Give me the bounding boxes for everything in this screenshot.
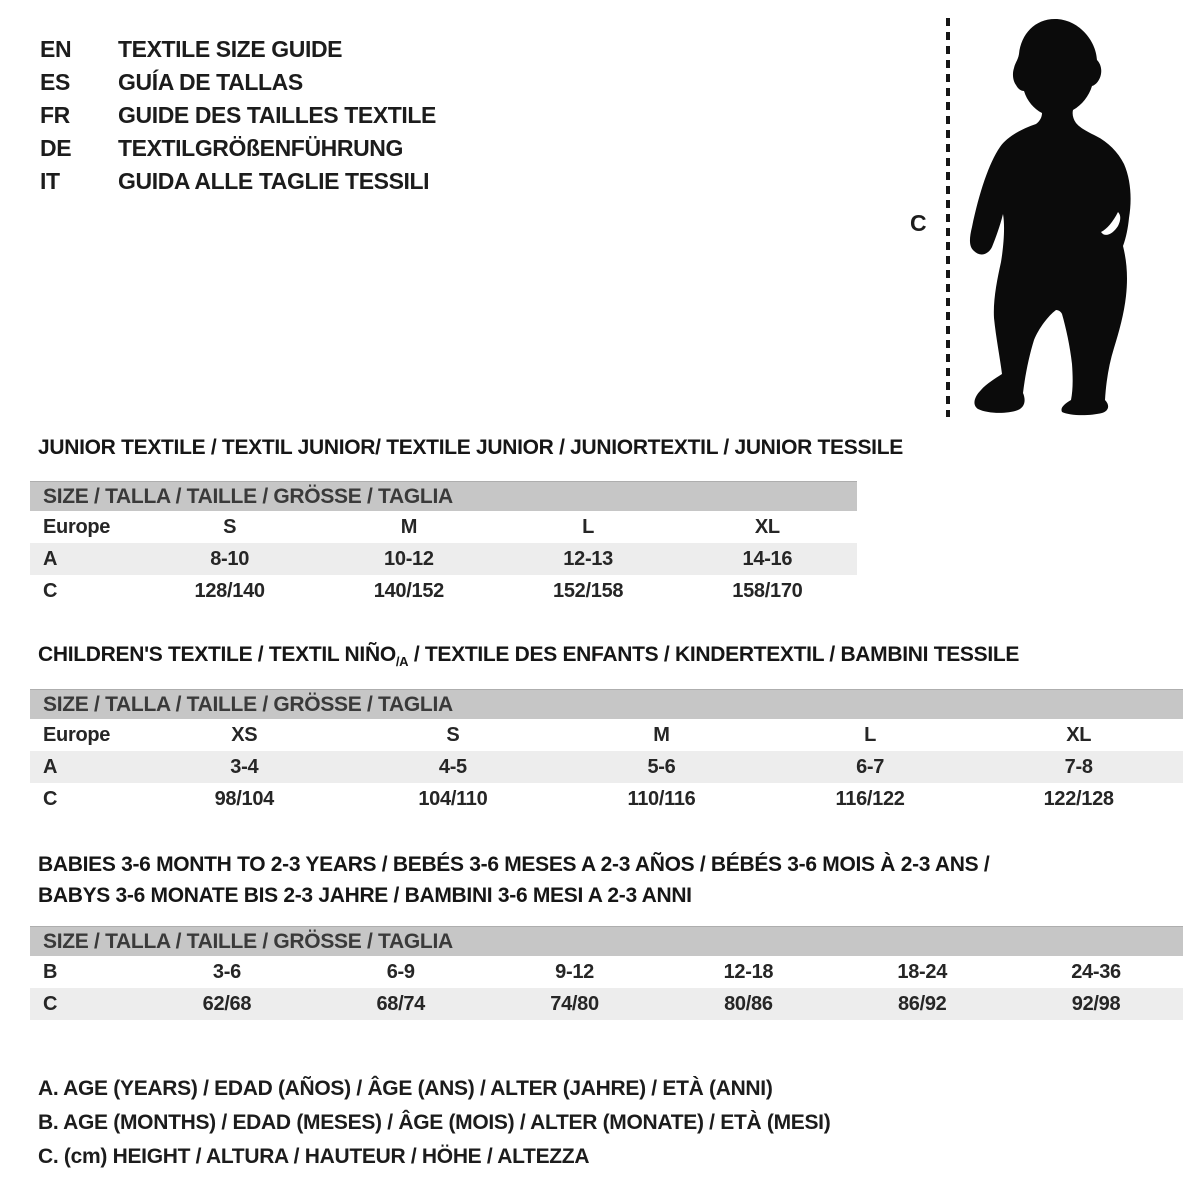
table-cell: 3-4: [230, 755, 259, 778]
table-cell: 6-7: [856, 755, 885, 778]
table-cell: 3-6: [212, 960, 241, 983]
language-row: [40, 99, 436, 132]
section-title-line: [38, 849, 989, 880]
table-row: [30, 988, 1183, 1020]
height-measure-label: C: [910, 210, 927, 236]
section-title-line: [38, 432, 903, 463]
table-cell: 10-12: [384, 547, 434, 570]
section-title-text: / TEXTILE DES ENFANTS / KINDERTEXTIL / BAMBINI TESSILE: [408, 643, 1020, 666]
table-cell: L: [864, 723, 877, 746]
table-cell: 6-9: [386, 960, 415, 983]
table-header-band: SIZE / TALLA / TAILLE / GRÖSSE / TAGLIA: [30, 689, 1183, 719]
section-title-children: [38, 639, 1019, 677]
language-title-block: [40, 33, 436, 198]
row-label: A: [43, 755, 58, 778]
legend: [38, 1072, 830, 1174]
section-title-text: CHILDREN'S TEXTILE / TEXTIL NIÑO: [38, 643, 396, 666]
table-row: [30, 719, 1183, 751]
table-cell: 116/122: [835, 787, 905, 810]
table-cell: S: [223, 515, 237, 538]
size-table-junior: [30, 481, 857, 607]
table-cell: 18-24: [897, 960, 948, 983]
size-table-babies: [30, 926, 1183, 1020]
language-code: IT: [40, 168, 60, 194]
table-cell: 104/110: [418, 787, 488, 810]
table-cell: 8-10: [210, 547, 250, 570]
table-cell: 98/104: [214, 787, 274, 810]
language-code: DE: [40, 135, 72, 161]
language-row: [40, 66, 436, 99]
guide-title: GUIDA ALLE TAGLIE TESSILI: [118, 168, 430, 194]
table-cell: 122/128: [1043, 787, 1114, 810]
section-title-text: BABYS 3-6 MONATE BIS 2-3 JAHRE / BAMBINI 3-6 MESI A 2-3 ANNI: [38, 884, 692, 907]
table-cell: M: [653, 723, 670, 746]
table-cell: 128/140: [194, 579, 265, 602]
table-header-band: SIZE / TALLA / TAILLE / GRÖSSE / TAGLIA: [30, 481, 857, 511]
row-label: B: [43, 960, 58, 983]
legend-line: C. (cm) HEIGHT / ALTURA / HAUTEUR / HÖHE / ALTEZZA: [38, 1145, 590, 1168]
size-table-children: [30, 689, 1183, 815]
legend-line: A. AGE (YEARS) / EDAD (AÑOS) / ÂGE (ANS) / ALTER (JAHRE) / ETÀ (ANNI): [38, 1077, 773, 1100]
language-row: [40, 33, 436, 66]
table-row: [30, 783, 1183, 815]
table-cell: 158/170: [732, 579, 803, 602]
row-label: A: [43, 547, 58, 570]
language-code: ES: [40, 69, 70, 95]
table-cell: 4-5: [438, 755, 467, 778]
guide-title: TEXTILE SIZE GUIDE: [118, 36, 343, 62]
language-row: [40, 132, 436, 165]
section-title-junior: [38, 432, 903, 463]
table-cell: 152/158: [553, 579, 624, 602]
table-cell: 24-36: [1071, 960, 1121, 983]
section-title-babies: [38, 849, 989, 911]
table-cell: XL: [1066, 723, 1092, 746]
language-row: [40, 165, 436, 198]
row-label: C: [43, 992, 58, 1015]
table-row: [30, 511, 857, 543]
language-code: EN: [40, 36, 72, 62]
table-cell: 86/92: [897, 992, 947, 1015]
section-title-text: /A: [395, 654, 409, 670]
table-cell: 12-18: [723, 960, 774, 983]
row-label: Europe: [43, 723, 111, 746]
guide-title: GUÍA DE TALLAS: [118, 69, 303, 95]
table-row: [30, 956, 1183, 988]
table-cell: 140/152: [373, 579, 444, 602]
table-cell: 62/68: [202, 992, 252, 1015]
table-cell: 74/80: [550, 992, 599, 1015]
legend-line: B. AGE (MONTHS) / EDAD (MESES) / ÂGE (MOIS) / ALTER (MONATE) / ETÀ (MESI): [38, 1111, 831, 1134]
table-cell: L: [582, 515, 595, 538]
table-cell: 14-16: [742, 547, 793, 570]
table-cell: XL: [754, 515, 780, 538]
height-measure-dashed-line: [946, 18, 950, 417]
table-row: [30, 751, 1183, 783]
guide-title: GUIDE DES TAILLES TEXTILE: [118, 102, 436, 128]
table-row: [30, 575, 857, 607]
language-code: FR: [40, 102, 70, 128]
table-cell: 5-6: [647, 755, 676, 778]
table-cell: XS: [231, 723, 258, 746]
table-cell: 80/86: [724, 992, 773, 1015]
row-label: C: [43, 787, 58, 810]
table-cell: 110/116: [627, 787, 696, 810]
table-row: [30, 543, 857, 575]
section-title-text: JUNIOR TEXTILE / TEXTIL JUNIOR/ TEXTILE JUNIOR / JUNIORTEXTIL / JUNIOR TESSILE: [38, 436, 903, 459]
table-cell: 92/98: [1071, 992, 1121, 1015]
section-title-text: BABIES 3-6 MONTH TO 2-3 YEARS / BEBÉS 3-6 MESES A 2-3 AÑOS / BÉBÉS 3-6 MOIS À 2-3 ANS /: [38, 853, 990, 876]
table-cell: 7-8: [1064, 755, 1093, 778]
section-title-line: [38, 880, 989, 911]
row-label: C: [43, 579, 58, 602]
table-cell: 12-13: [563, 547, 613, 570]
section-title-line: [38, 639, 1019, 677]
table-cell: 68/74: [376, 992, 426, 1015]
row-label: Europe: [43, 515, 111, 538]
guide-title: TEXTILGRÖßENFÜHRUNG: [118, 135, 403, 161]
table-cell: 9-12: [555, 960, 594, 983]
toddler-silhouette-icon: [955, 16, 1140, 418]
table-cell: M: [400, 515, 418, 538]
table-header-band: SIZE / TALLA / TAILLE / GRÖSSE / TAGLIA: [30, 926, 1183, 956]
table-cell: S: [446, 723, 460, 746]
